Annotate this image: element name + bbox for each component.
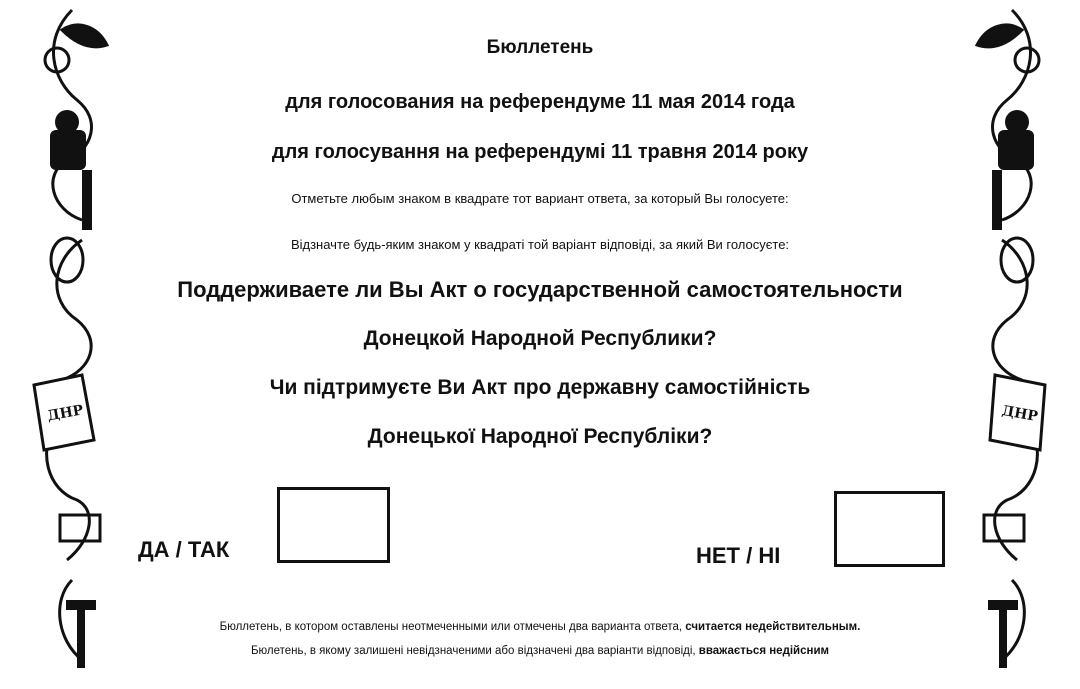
- dove-shape: [977, 25, 1022, 47]
- face-profile: [51, 238, 83, 282]
- dnr-emblem-right: [990, 375, 1045, 450]
- footer-note-uk-bold: вважається недійсним: [698, 645, 830, 657]
- column-post: [992, 170, 1002, 230]
- worker-figure: [50, 130, 86, 170]
- option-yes-checkbox[interactable]: [277, 487, 390, 563]
- option-yes-label: ДА / ТАК: [138, 537, 230, 562]
- footer-note-ru: [110, 621, 970, 633]
- worker-head: [1005, 110, 1029, 134]
- instruction-uk: Відзначте будь-яким знаком у квадраті той варіант відповіді, за який Ви голосуєте:: [290, 237, 790, 252]
- column-post: [82, 170, 92, 230]
- dnr-emblem-text: ДНР: [46, 402, 85, 425]
- footer-note-ru-bold: считается недействительным.: [685, 621, 861, 633]
- footer-note-uk: [110, 645, 970, 657]
- open-book: [60, 515, 100, 541]
- ballot-subtitle-ru: для голосования на референдуме 11 мая 2014 года: [285, 91, 795, 113]
- option-no-checkbox[interactable]: [834, 491, 945, 567]
- dnr-emblem-text: ДНР: [1000, 402, 1039, 426]
- face-profile: [1001, 238, 1033, 282]
- worker-head: [55, 110, 79, 134]
- footer-note-ru-text: Бюллетень, в котором оставлены неотмеченными или отмечены два варианта ответа,: [219, 621, 683, 633]
- worker-figure: [998, 130, 1034, 170]
- question-uk-line2: Донецької Народної Республіки?: [367, 425, 713, 448]
- question-ru-line2: Донецкой Народной Республики?: [363, 327, 717, 350]
- hammer-handle: [999, 608, 1007, 668]
- option-no-label: НЕТ / НІ: [696, 543, 781, 568]
- ballot-subtitle-uk: для голосування на референдумі 11 травня 2014 року: [271, 141, 809, 163]
- question-uk-line1: Чи підтримуєте Ви Акт про державну самостійність: [269, 376, 811, 399]
- open-book: [984, 515, 1024, 541]
- hammer-handle: [77, 608, 85, 668]
- instruction-ru: Отметьте любым знаком в квадрате тот вариант ответа, за который Вы голосуете:: [291, 191, 789, 206]
- ballot-title: Бюллетень: [486, 37, 594, 58]
- scroll-vine-mid: [993, 240, 1027, 380]
- scroll-vine-mid: [57, 240, 91, 380]
- dnr-emblem-left: [34, 375, 94, 450]
- question-ru-line1: Поддерживаете ли Вы Акт о государственной самостоятельности: [177, 277, 903, 302]
- footer-note-uk-text: Бюлетень, в якому залишені невідзначеними або відзначені два варіанти відповіді,: [250, 645, 696, 657]
- dove-shape: [62, 25, 107, 47]
